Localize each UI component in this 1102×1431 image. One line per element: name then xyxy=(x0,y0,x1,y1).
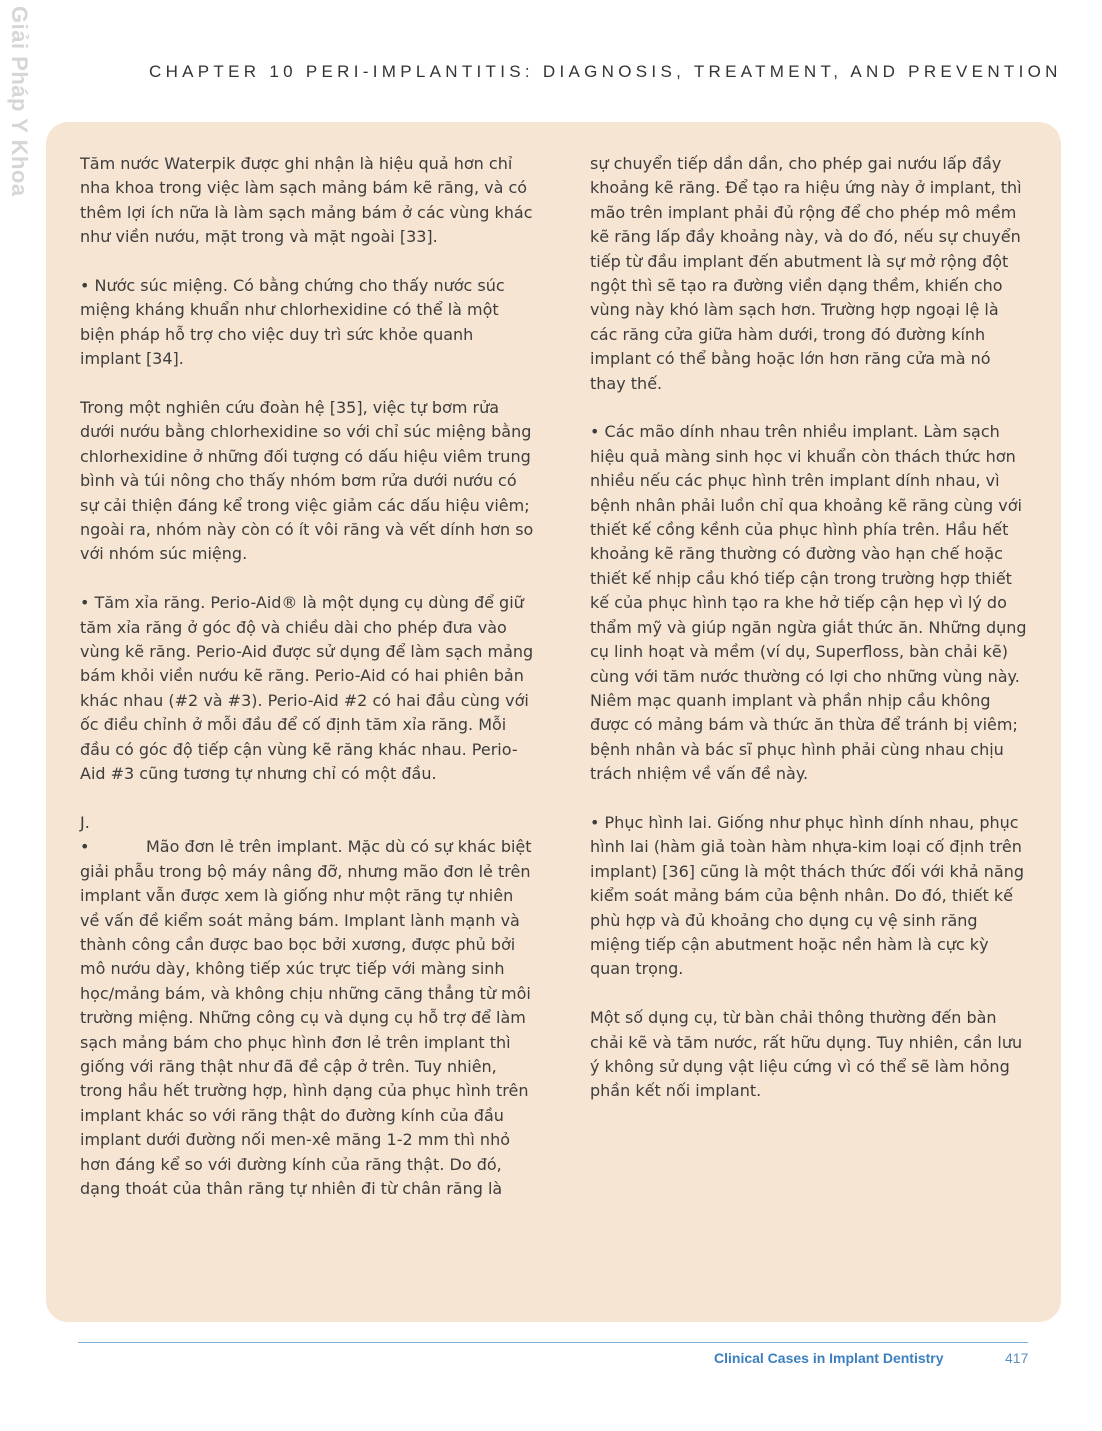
section-label-j: J. xyxy=(80,812,90,832)
paragraph-emergence-profile: sự chuyển tiếp dần dần, cho phép gai nướu lấp đầy khoảng kẽ răng. Để tạo ra hiệu ứng này ở implant, thì mão trên implant phải đủ rộng để cho phép mô mềm kẽ răng lấp đầy khoảng này, và do đó, nếu sự chuyển tiếp từ đầu implant đến abutment là sự mở rộng đột ngột thì sẽ tạo ra đường viền dạng thềm, khiến cho vùng này khó làm sạch hơn. Trường hợp ngoại lệ là các răng cửa giữa hàm dưới, trong đó đường kính implant có thể bằng hoặc lớn hơn răng cửa mà nó thay thế. xyxy=(590,154,1022,393)
footer-divider xyxy=(78,1342,1028,1343)
paragraph-hybrid-prosthesis: • Phục hình lai. Giống như phục hình dính nhau, phục hình lai (hàm giả toàn hàm nhựa-kim loại cố định trên implant) [36] cũng là một thách thức đối với khả năng kiểm soát mảng bám của bệnh nhân. Do đó, thiết kế phù hợp và đủ khoảng cho dụng cụ vệ sinh răng miệng tiếp cận abutment hoặc nền hàm là cực kỳ quan trọng. xyxy=(590,812,1024,979)
paragraph-single-crown-text: Mão đơn lẻ trên implant. Mặc dù có sự khác biệt giải phẫu trong bộ máy nâng đỡ, nhưng mão đơn lẻ trên implant vẫn được xem là giống như một răng tự nhiên về vấn đề kiểm soát mảng bám. Implant lành mạnh và thành công cần được bao bọc bởi xương, được phủ bởi mô nướu dày, không tiếp xúc trực tiếp với màng sinh học/mảng bám, và không chịu những căng thẳng từ môi trường miệng. Những công cụ và dụng cụ hỗ trợ để làm sạch mảng bám cho phục hình đơn lẻ trên implant thì giống với răng thật như đã đề cập ở trên. Tuy nhiên, trong hầu hết trường hợp, hình dạng của phục hình trên implant khác so với răng thật do đường kính của đầu implant dưới đường nối men-xê măng 1-2 mm thì nhỏ hơn đáng kể so với đường kính của răng thật. Do đó, dạng thoát của thân răng tự nhiên đi từ chân răng là xyxy=(80,837,532,1198)
footer-book-title: Clinical Cases in Implant Dentistry xyxy=(714,1350,944,1366)
paragraph-single-crown xyxy=(80,835,535,1201)
left-column xyxy=(80,152,535,1201)
bullet-marker: • xyxy=(80,837,90,857)
watermark-text: Giải Pháp Y Khoa xyxy=(7,6,32,197)
paragraph-mouthwash: • Nước súc miệng. Có bằng chứng cho thấy nước súc miệng kháng khuẩn như chlorhexidine có thể là một biện pháp hỗ trợ cho việc duy trì sức khỏe quanh implant [34]. xyxy=(80,276,505,369)
paragraph-tools-note: Một số dụng cụ, từ bàn chải thông thường đến bàn chải kẽ và tăm nước, rất hữu dụng. Tuy nhiên, cần lưu ý không sử dụng vật liệu cứng vì có thể sẽ làm hỏng phần kết nối implant. xyxy=(590,1008,1023,1101)
paragraph-toothpick: • Tăm xỉa răng. Perio-Aid® là một dụng cụ dùng để giữ tăm xỉa răng ở góc độ và chiều dài cho phép đưa vào vùng kẽ răng. Perio-Aid được sử dụng để làm sạch mảng bám khỏi viền nướu kẽ răng. Perio-Aid có hai phiên bản khác nhau (#2 và #3). Perio-Aid #2 có hai đầu cùng với ốc điều chỉnh ở mỗi đầu để cố định tăm xỉa răng. Mỗi đầu có góc độ tiếp cận vùng kẽ răng khác nhau. Perio-Aid #3 cũng tương tự nhưng chỉ có một đầu. xyxy=(80,593,534,784)
paragraph-splinted-crowns: • Các mão dính nhau trên nhiều implant. Làm sạch hiệu quả màng sinh học vi khuẩn còn thách thức hơn nhiều nếu các phục hình trên implant dính nhau, vì bệnh nhân phải luồn chỉ qua khoảng kẽ răng cùng với thiết kế cồng kềnh của phục hình phía trên. Hầu hết khoảng kẽ răng thường có đường vào hạn chế hoặc thiết kế nhịp cầu khó tiếp cận trong trường hợp thiết kế của phục hình tạo ra khe hở tiếp cận hẹp vì lý do thẩm mỹ và giúp ngăn ngừa giắt thức ăn. Những dụng cụ linh hoạt và mềm (ví dụ, Superfloss, bàn chải kẽ) cùng với tăm nước thường có lợi cho những vùng này. Niêm mạc quanh implant và phần nhịp cầu không được có mảng bám và thức ăn thừa để tránh bị viêm; bệnh nhân và bác sĩ phục hình phải cùng nhau chịu trách nhiệm về vấn đề này. xyxy=(590,422,1027,784)
paragraph-waterpik: Tăm nước Waterpik được ghi nhận là hiệu quả hơn chỉ nha khoa trong việc làm sạch mảng bám kẽ răng, và có thêm lợi ích nữa là làm sạch mảng bám ở các vùng khác như viền nướu, mặt trong và mặt ngoài [33]. xyxy=(80,154,533,247)
right-column xyxy=(590,152,1030,1104)
chapter-header: CHAPTER 10 PERI-IMPLANTITIS: DIAGNOSIS, TREATMENT, AND PREVENTION xyxy=(149,62,1062,81)
page-number: 417 xyxy=(1005,1350,1029,1366)
paragraph-cohort-study: Trong một nghiên cứu đoàn hệ [35], việc tự bơm rửa dưới nướu bằng chlorhexidine so với chỉ súc miệng bằng chlorhexidine ở những đối tượng có dấu hiệu viêm trung bình và túi nông cho thấy nhóm bơm rửa dưới nướu có sự cải thiện đáng kể trong việc giảm các dấu hiệu viêm; ngoài ra, nhóm này còn có ít vôi răng và vết dính hơn so với nhóm súc miệng. xyxy=(80,398,534,564)
